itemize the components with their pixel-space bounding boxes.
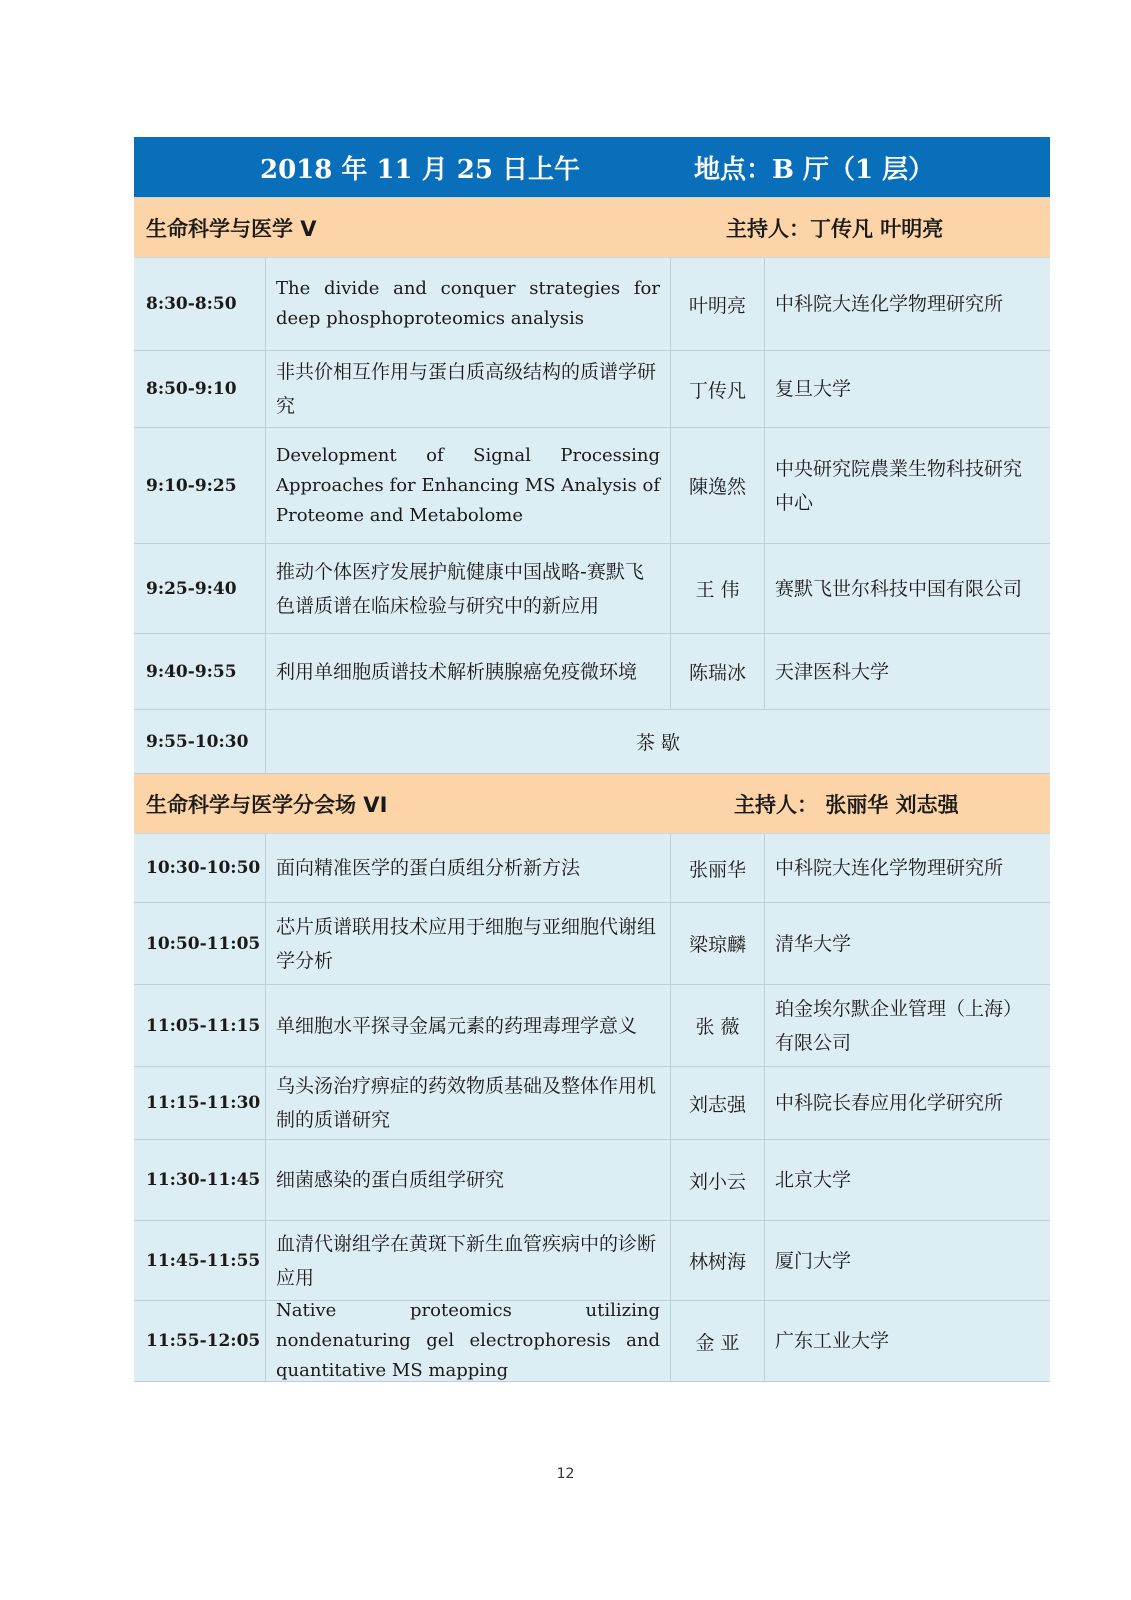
speaker-name: 丁传凡	[671, 351, 765, 427]
table-row	[134, 1221, 1050, 1301]
speaker-name: 刘志强	[671, 1067, 765, 1139]
section-hosts: 主持人： 张丽华 刘志强	[734, 792, 959, 817]
table-row	[134, 428, 1050, 544]
talk-title: 利用单细胞质谱技术解析胰腺癌免疫微环境	[266, 634, 671, 709]
time-cell: 9:40-9:55	[134, 634, 266, 709]
time-cell: 11:15-11:30	[134, 1067, 266, 1139]
talk-title: The divide and conquer strategies for deep phosphoproteomics analysis	[266, 258, 671, 350]
table-row	[134, 351, 1050, 428]
time-cell: 11:45-11:55	[134, 1221, 266, 1300]
talk-title: 血清代谢组学在黄斑下新生血管疾病中的诊断应用	[266, 1221, 671, 1300]
session-date: 2018 年 11 月 25 日上午	[260, 154, 580, 185]
table-row	[134, 258, 1050, 351]
affiliation: 天津医科大学	[775, 660, 890, 683]
break-label: 茶 歇	[635, 732, 681, 754]
speaker-name: 陳逸然	[671, 428, 765, 543]
talk-title: 推动个体医疗发展护航健康中国战略-赛默飞色谱质谱在临床检验与研究中的新应用	[266, 544, 671, 633]
talk-title: 乌头汤治疗痹症的药效物质基础及整体作用机制的质谱研究	[266, 1067, 671, 1139]
affiliation: 中科院大连化学物理研究所	[775, 293, 1004, 315]
time-cell: 10:30-10:50	[134, 834, 266, 902]
affiliation: 清华大学	[775, 932, 852, 955]
table-row	[134, 834, 1050, 903]
speaker-name: 叶明亮	[671, 258, 765, 350]
time-cell: 10:50-11:05	[134, 903, 266, 984]
speaker-name: 张丽华	[671, 834, 765, 902]
talk-title: 面向精准医学的蛋白质组分析新方法	[266, 834, 671, 902]
affiliation: 珀金埃尔默企业管理（上海）有限公司	[775, 997, 1023, 1054]
section-hosts: 主持人：丁传凡 叶明亮	[726, 216, 944, 241]
affiliation: 中央研究院農業生物科技研究中心	[775, 457, 1023, 514]
time-cell: 11:05-11:15	[134, 985, 266, 1066]
break-row	[134, 710, 1050, 774]
talk-title: 细菌感染的蛋白质组学研究	[266, 1140, 671, 1220]
table-row	[134, 1067, 1050, 1140]
affiliation: 中科院长春应用化学研究所	[775, 1092, 1004, 1114]
talk-title: 单细胞水平探寻金属元素的药理毒理学意义	[266, 985, 671, 1066]
affiliation: 广东工业大学	[775, 1330, 890, 1352]
speaker-name: 王 伟	[671, 544, 765, 633]
table-row	[134, 634, 1050, 710]
section-header	[134, 774, 1050, 834]
page-number: 12	[556, 1466, 575, 1482]
section-header	[134, 198, 1050, 258]
speaker-name: 林树海	[671, 1221, 765, 1300]
affiliation: 赛默飞世尔科技中国有限公司	[775, 577, 1023, 600]
time-cell: 11:30-11:45	[134, 1140, 266, 1220]
speaker-name: 金 亚	[671, 1301, 765, 1381]
section-title: 生命科学与医学 V	[146, 216, 317, 241]
speaker-name: 梁琼麟	[671, 903, 765, 984]
talk-title: 非共价相互作用与蛋白质高级结构的质谱学研究	[266, 351, 671, 427]
speaker-name: 陈瑞冰	[671, 634, 765, 709]
table-row	[134, 544, 1050, 634]
talk-title: Development of Signal Processing Approaches for Enhancing MS Analysis of Proteome and Metabolome	[266, 428, 671, 543]
affiliation: 厦门大学	[775, 1249, 852, 1272]
time-cell: 9:10-9:25	[134, 428, 266, 543]
time-cell: 9:55-10:30	[134, 710, 266, 773]
day-header	[134, 137, 1050, 198]
table-row	[134, 903, 1050, 985]
affiliation: 中科院大连化学物理研究所	[775, 857, 1004, 879]
section-title: 生命科学与医学分会场 VI	[146, 792, 388, 817]
table-row	[134, 1140, 1050, 1221]
talk-title: 芯片质谱联用技术应用于细胞与亚细胞代谢组学分析	[266, 903, 671, 984]
table-row	[134, 985, 1050, 1067]
time-cell: 11:55-12:05	[134, 1301, 266, 1381]
program-table	[134, 137, 1050, 1382]
talk-title: Native proteomics utilizing nondenaturing gel electrophoresis and quantitative MS mapping	[266, 1301, 671, 1381]
affiliation: 复旦大学	[775, 378, 852, 400]
speaker-name: 张 薇	[671, 985, 765, 1066]
time-cell: 8:30-8:50	[134, 258, 266, 350]
time-cell: 9:25-9:40	[134, 544, 266, 633]
table-row	[134, 1301, 1050, 1382]
time-cell: 8:50-9:10	[134, 351, 266, 427]
affiliation: 北京大学	[775, 1169, 852, 1191]
session-venue: 地点：B 厅（1 层）	[694, 154, 935, 185]
speaker-name: 刘小云	[671, 1140, 765, 1220]
